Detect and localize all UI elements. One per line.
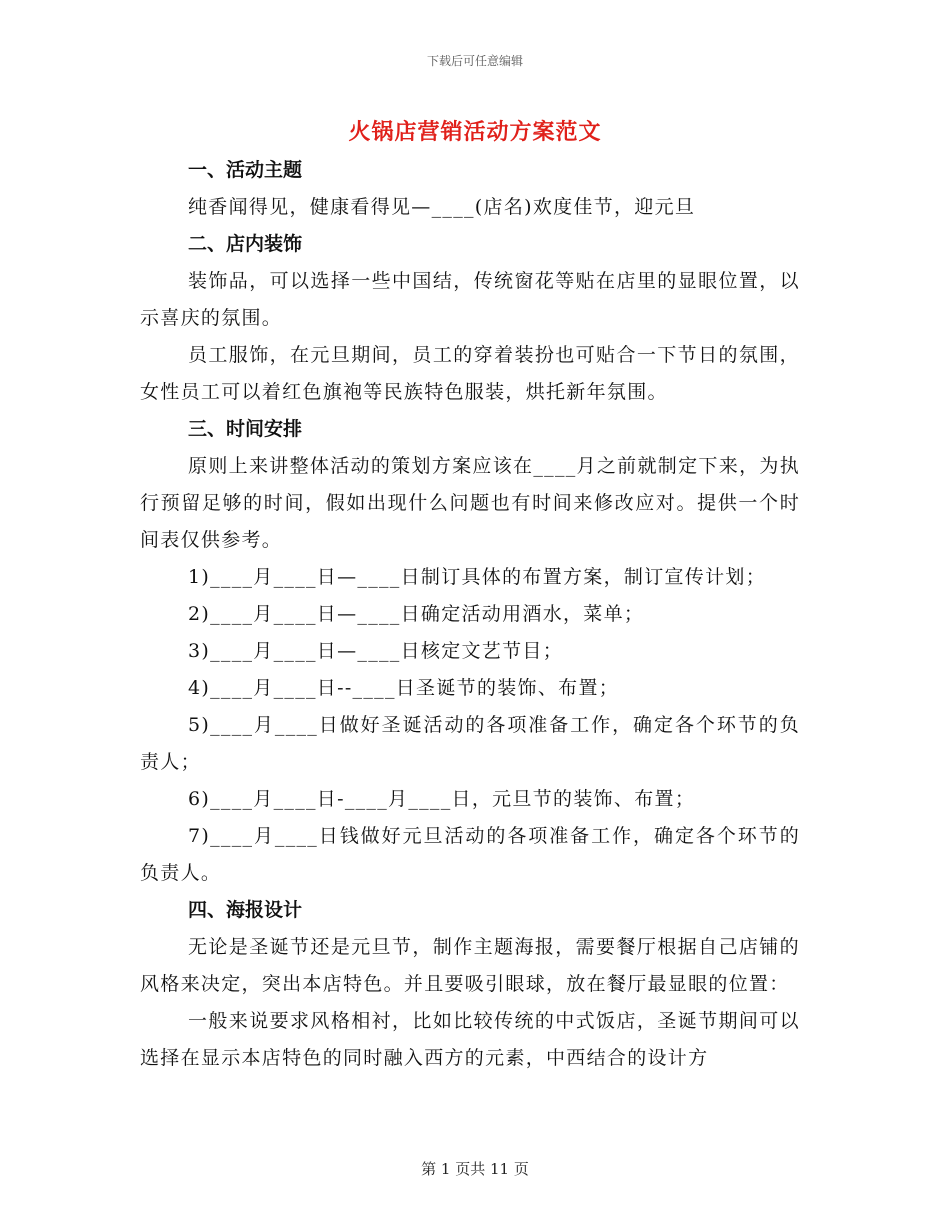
schedule-item: 6)____月____日-____月____日，元旦节的装饰、布置；: [188, 788, 696, 810]
schedule-item: 1)____月____日—____日制订具体的布置方案，制订宣传计划；: [188, 566, 767, 588]
paragraph: 装饰品，可以选择一些中国结，传统窗花等贴在店里的显眼位置，以示喜庆的氛围。: [140, 270, 800, 329]
schedule-item: 7)____月____日钱做好元旦活动的各项准备工作，确定各个环节的负责人。: [140, 825, 800, 884]
section-heading-poster: 四、海报设计: [188, 899, 303, 921]
schedule-item: 5)____月____日做好圣诞活动的各项准备工作，确定各个环节的负责人；: [140, 714, 800, 773]
section-heading-schedule: 三、时间安排: [188, 418, 303, 440]
paragraph: 无论是圣诞节还是元旦节，制作主题海报，需要餐厅根据自己店铺的风格来决定，突出本店特色。并且要吸引眼球，放在餐厅最显眼的位置：: [140, 936, 800, 995]
paragraph: 一般来说要求风格相衬，比如比较传统的中式饭店，圣诞节期间可以选择在显示本店特色的同时融入西方的元素，中西结合的设计方: [140, 1010, 800, 1069]
paragraph: 纯香闻得见，健康看得见—____(店名)欢度佳节，迎元旦: [188, 196, 696, 218]
page-footer: 第 1 页共 11 页: [421, 1160, 529, 1178]
schedule-item: 2)____月____日—____日确定活动用酒水，菜单；: [188, 603, 645, 625]
paragraph: 员工服饰，在元旦期间，员工的穿着装扮也可贴合一下节日的氛围，女性员工可以着红色旗袍等民族特色服装，烘托新年氛围。: [140, 344, 800, 403]
schedule-item: 4)____月____日--____日圣诞节的装饰、布置；: [188, 677, 620, 699]
paragraph: 原则上来讲整体活动的策划方案应该在____月之前就制定下来，为执行预留足够的时间，假如出现什么问题也有时间来修改应对。提供一个时间表仅供参考。: [140, 455, 800, 551]
document-title: 火锅店营销活动方案范文: [348, 120, 602, 145]
header-note: 下载后可任意编辑: [426, 54, 523, 68]
document-body: [140, 152, 800, 1077]
section-heading-decoration: 二、店内装饰: [188, 233, 303, 255]
schedule-item: 3)____月____日—____日核定文艺节目；: [188, 640, 564, 662]
section-heading-theme: 一、活动主题: [188, 159, 303, 181]
